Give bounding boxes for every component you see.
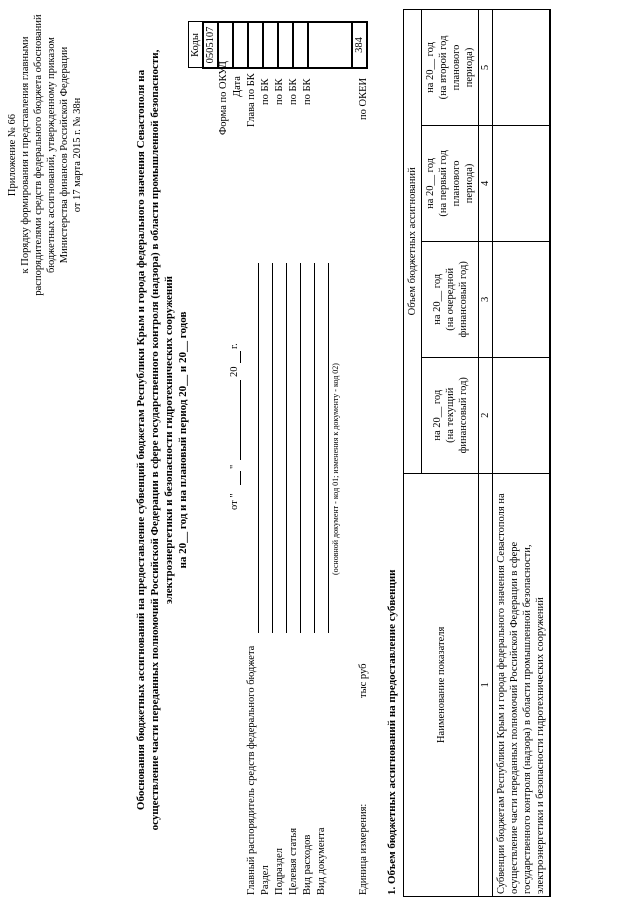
- razdel-line: [272, 263, 273, 633]
- glava-code: [233, 22, 248, 68]
- vd-hint: (основной документ - код 01; изменения к документу - код 02): [331, 363, 340, 575]
- table-row: [493, 10, 551, 897]
- pobk-label: по БК: [288, 78, 299, 105]
- row-name: Субвенции бюджетам Республики Крым и города федерального значения Севастополя на осуществление части переданных полномочий Российской Федерации в сфере государственного контроля (надзора) в области промышленной безопасности, электроэнергетики и безопасности гидротехнических сооружений: [493, 473, 551, 896]
- col2-header: [422, 357, 479, 473]
- section-title: 1. Объем бюджетных ассигнований на предоставление субвенции: [386, 569, 398, 895]
- header-line: на 20__ год: [431, 389, 443, 441]
- unit-value: тыс руб: [358, 663, 369, 698]
- col3-header: [422, 241, 479, 357]
- podrazdel-line: [286, 263, 287, 633]
- header-line: на 20__ год: [425, 42, 436, 93]
- date-quote: ": [229, 464, 240, 469]
- date-year-prefix: 20: [229, 366, 240, 377]
- vd-line: [328, 263, 329, 633]
- pobk-label: по БК: [302, 78, 313, 105]
- header-line: периода): [464, 47, 475, 88]
- cs-line: [300, 263, 301, 633]
- col-number: 2: [479, 357, 493, 473]
- vr-line: [314, 263, 315, 633]
- col-number: 1: [479, 473, 493, 896]
- table-number-row: [479, 10, 493, 897]
- codes-header: Коды: [189, 22, 204, 68]
- title-line: Обоснования бюджетных ассигнований на предоставление субвенций бюджетам Республики Крым и города федерального значения Севастополя на: [135, 69, 147, 811]
- okei-code: 384: [352, 22, 367, 68]
- header-line: планового: [451, 44, 462, 91]
- cs-code: [278, 22, 293, 68]
- header-line: (на первый год: [438, 150, 449, 217]
- header-line: финансовый год): [457, 261, 469, 338]
- okud-label: Форма по ОКУД: [218, 61, 229, 135]
- glava-label: Глава по БК: [246, 73, 257, 127]
- vr-label: Вид расходов: [302, 834, 313, 895]
- podrazdel-code: [263, 22, 278, 68]
- date-month-line: [240, 380, 241, 460]
- unit-label: Единица измерения:: [358, 803, 369, 895]
- title-line: электроэнергетики и безопасности гидротехнических сооружений: [163, 276, 175, 604]
- vr-code: [293, 22, 308, 68]
- razdel-code: [248, 22, 263, 68]
- col-number: 5: [479, 10, 493, 126]
- row-value-col5[interactable]: [493, 10, 551, 126]
- title-line: на 20__ год и на плановый период 20__ и 20__ годов: [177, 311, 189, 569]
- appendix-line: от 17 марта 2015 г. № 38н: [72, 97, 83, 213]
- col-name-header: Наименование показателя: [404, 473, 479, 896]
- vd-label: Вид документа: [316, 827, 327, 895]
- header-line: планового: [451, 160, 462, 207]
- col-number: 3: [479, 241, 493, 357]
- title-line: осуществление части переданных полномочий Российской Федерации в сфере государственного контроля (надзора) в области промышленной безопасности,: [149, 49, 161, 831]
- header-line: периода): [464, 163, 475, 204]
- row-value-col3[interactable]: [493, 241, 551, 357]
- header-line: на 20__ год: [431, 273, 443, 325]
- grbs-line: [258, 263, 259, 633]
- header-line: (на очередной: [444, 267, 456, 331]
- header-line: финансовый год): [457, 377, 469, 454]
- okei-label: по ОКЕИ: [358, 77, 369, 120]
- vd-code: [308, 22, 352, 68]
- pobk-label: по БК: [260, 78, 271, 105]
- appendix-block: [6, 5, 84, 305]
- header-line: (на второй год: [438, 35, 449, 100]
- allocations-group-header: Объем бюджетных ассигнований: [404, 10, 422, 474]
- header-line: (на текущий: [444, 387, 456, 443]
- date-year-line: [240, 351, 241, 363]
- grbs-label: Главный распорядитель средств федерального бюджета: [246, 645, 257, 895]
- cs-label: Целевая статья: [288, 827, 299, 895]
- okud-code: 0505107: [203, 22, 218, 68]
- col4-header: [422, 125, 479, 241]
- date-ot: от ": [229, 493, 240, 510]
- col5-header: [422, 10, 479, 126]
- header-line: на 20__ год: [425, 157, 436, 209]
- appendix-line: бюджетных ассигнований, утвержденному приказом: [46, 37, 57, 273]
- date-day-line: [240, 471, 241, 485]
- row-value-col4[interactable]: [493, 125, 551, 241]
- document-title: [134, 0, 190, 885]
- date-g: г.: [229, 343, 240, 349]
- appendix-line: к Порядку формирования и представления главными: [20, 36, 31, 274]
- col-number: 4: [479, 125, 493, 241]
- appendix-line: Приложение № 66: [7, 113, 18, 197]
- row-value-col2[interactable]: [493, 357, 551, 473]
- appendix-line: распорядителями средств федерального бюджета обоснований: [33, 14, 44, 296]
- pobk-label: по БК: [274, 78, 285, 105]
- podrazdel-label: Подраздел: [274, 848, 285, 895]
- appendix-line: Министерства финансов Российской Федерации: [59, 46, 70, 264]
- allocations-table: [403, 9, 551, 897]
- date-label: Дата: [232, 76, 243, 97]
- razdel-label: Раздел: [260, 865, 271, 895]
- codes-table: [188, 21, 368, 69]
